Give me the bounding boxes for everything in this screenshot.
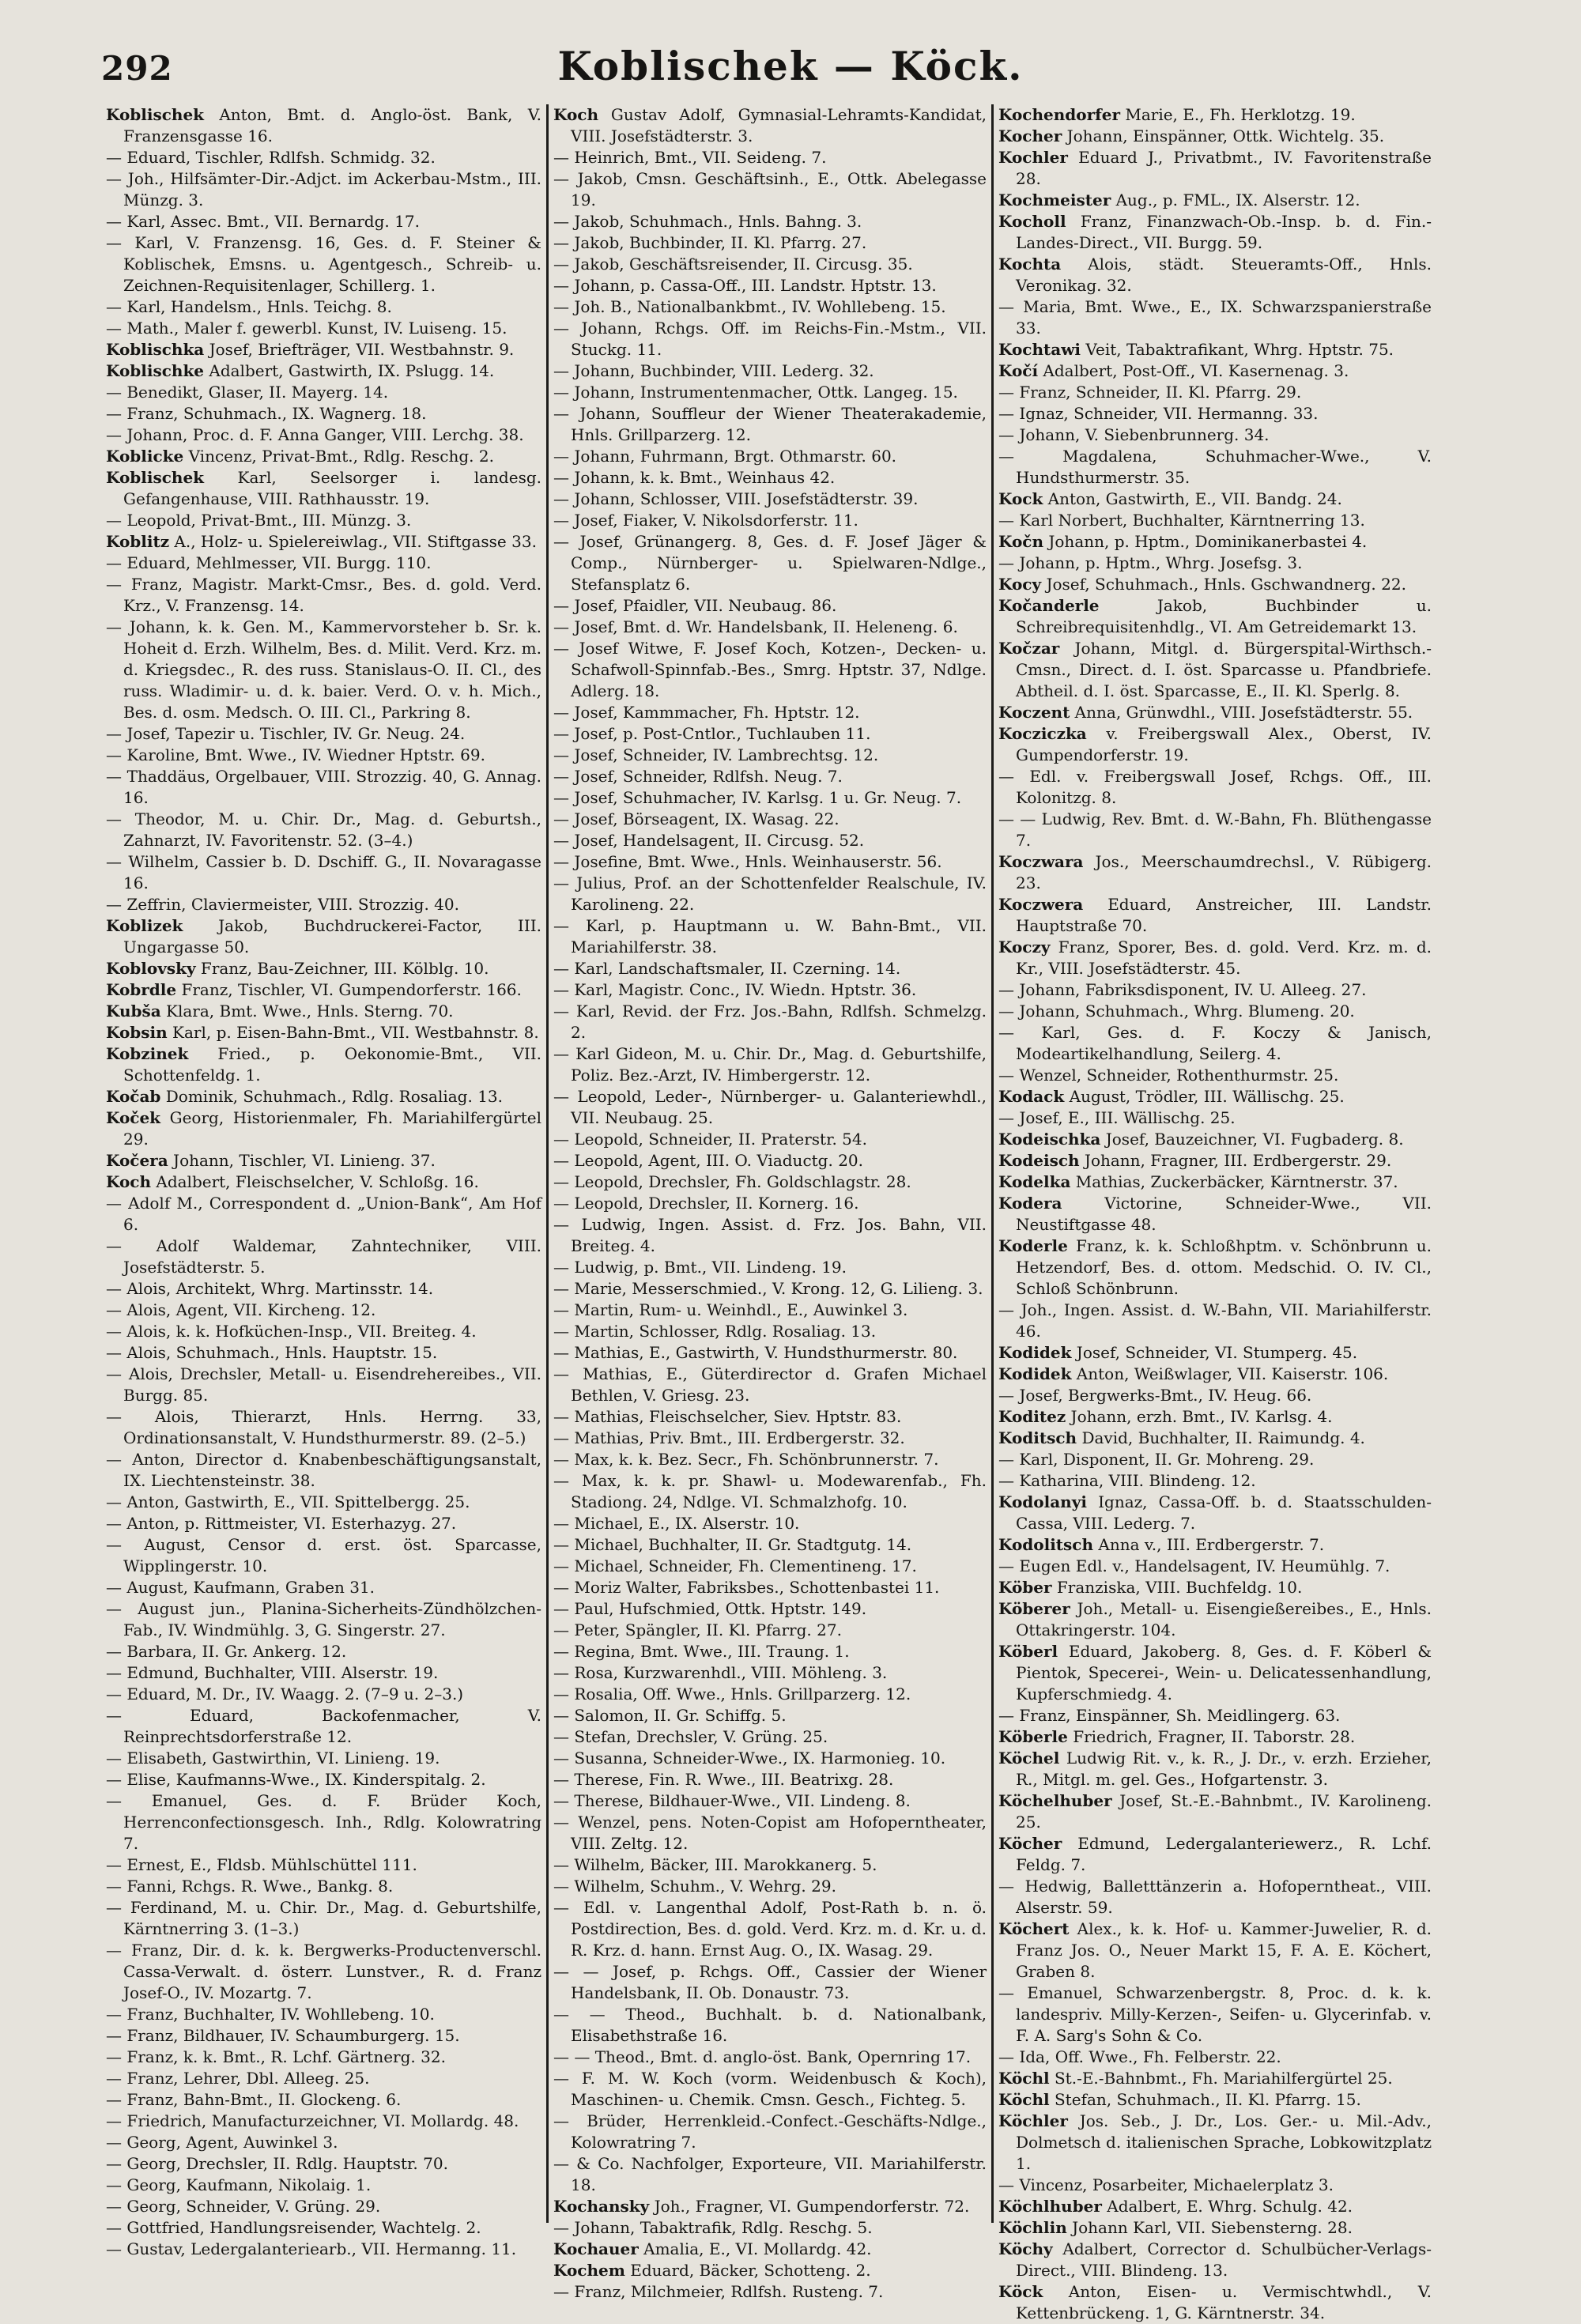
directory-entry: — Wilhelm, Cassier b. D. Dschiff. G., II. Novaragasse 16. [106,852,541,892]
directory-entry: — Maria, Bmt. Wwe., E., IX. Schwarzspanierstraße 33. [998,297,1432,338]
directory-entry: — Johann, p. Cassa-Off., III. Landstr. Hptstr. 13. [553,276,937,295]
directory-entry: — Thaddäus, Orgelbauer, VIII. Strozzig. 40, G. Annag. 16. [106,767,541,807]
directory-entry: Kocholl Franz, Finanzwach-Ob.-Insp. b. d. Fin.-Landes-Direct., VII. Burgg. 59. [998,212,1432,252]
directory-entry: — Anton, Gastwirth, E., VII. Spittelbergg. 25. [106,1492,470,1511]
directory-entry: — Karl, Assec. Bmt., VII. Bernardg. 17. [106,212,420,231]
directory-entry: — Josef, Schneider, IV. Lambrechtsg. 12. [553,745,879,764]
directory-entry: — Karl, Revid. der Frz. Jos.-Bahn, Rdlfsh. Schmelzg. 2. [553,1002,987,1042]
running-head: Koblischek — Köck. [557,43,1024,89]
column-left [101,104,546,2258]
directory-entry: Kočn Johann, p. Hptm., Dominikanerbastei 4. [998,532,1368,551]
directory-entry: — Karl, Disponent, II. Gr. Mohreng. 29. [998,1450,1315,1469]
directory-entry: Koditsch David, Buchhalter, II. Raimundg. 4. [998,1428,1365,1447]
directory-entry: — — Josef, p. Rchgs. Off., Cassier der Wiener Handelsbank, II. Ob. Donaustr. 73. [553,1962,987,2002]
directory-entry: — Leopold, Drechsler, Fh. Goldschlagstr. 28. [553,1172,911,1191]
directory-entry: — Karoline, Bmt. Wwe., IV. Wiedner Hptstr. 69. [106,745,485,764]
directory-entry: — Michael, E., IX. Alserstr. 10. [553,1514,800,1533]
directory-entry: Koczent Anna, Grünwdhl., VIII. Josefstädterstr. 55. [998,703,1413,722]
directory-entry: Kodeischka Josef, Bauzeichner, VI. Fugbaderg. 8. [998,1130,1404,1149]
directory-entry: — Johann, Fuhrmann, Brgt. Othmarstr. 60. [553,447,897,466]
directory-entry: — & Co. Nachfolger, Exporteure, VII. Mariahilferstr. 18. [553,2154,987,2194]
directory-entry: — Mathias, Fleischselcher, Siev. Hptstr. 83. [553,1407,902,1426]
directory-entry: — Franz, Schuhmach., IX. Wagnerg. 18. [106,404,427,423]
directory-entry: — Franz, Lehrer, Dbl. Alleeg. 25. [106,2069,370,2088]
directory-entry: — Math., Maler f. gewerbl. Kunst, IV. Luiseng. 15. [106,319,508,338]
directory-entry: Koczy Franz, Sporer, Bes. d. gold. Verd. Krz. m. d. Kr., VIII. Josefstädterstr. 45. [998,938,1432,978]
directory-entry: — Karl, Handelsm., Hnls. Teichg. 8. [106,297,392,316]
column-middle [546,104,991,2301]
directory-entry: — Johann, Tabaktrafik, Rdlg. Reschg. 5. [553,2218,873,2237]
directory-entry: — Jakob, Schuhmach., Hnls. Bahng. 3. [553,212,862,231]
directory-entry: — Josef, Fiaker, V. Nikolsdorferstr. 11. [553,511,858,530]
directory-entry: — Josef, Handelsagent, II. Circusg. 52. [553,831,865,850]
directory-entry: — Josef, Grünangerg. 8, Ges. d. F. Josef Jäger & Comp., Nürnberger- u. Spielwaren-Ndlge., Stefansplatz 6. [553,532,987,594]
directory-entry: — Franz, Milchmeier, Rdlfsh. Rusteng. 7. [553,2282,884,2301]
directory-entry: Kočera Johann, Tischler, VI. Linieng. 37. [106,1151,436,1170]
directory-entry: — Franz, Bildhauer, IV. Schaumburgerg. 15. [106,2026,460,2045]
directory-entry: Kock Anton, Gastwirth, E., VII. Bandg. 24. [998,489,1342,508]
column-right [991,104,1436,2322]
directory-entry: — Franz, Dir. d. k. k. Bergwerks-Productenverschl. Cassa-Verwalt. d. österr. Lunstver., R. d. Franz Josef-O., IV. Mozartg. 7. [106,1941,541,2002]
directory-entry: — Eugen Edl. v., Handelsagent, IV. Heumühlg. 7. [998,1556,1390,1575]
directory-entry: — Mathias, Priv. Bmt., III. Erdbergerstr. 32. [553,1428,905,1447]
directory-entry: — Karl, Landschaftsmaler, II. Czerning. 14. [553,959,901,978]
directory-entry: — Adolf Waldemar, Zahntechniker, VIII. Josefstädterstr. 5. [106,1236,541,1277]
directory-entry: — Magdalena, Schuhmacher-Wwe., V. Hundsthurmerstr. 35. [998,447,1432,487]
directory-entry: Köchl Stefan, Schuhmach., II. Kl. Pfarrg. 15. [998,2090,1361,2109]
directory-entry: — Jakob, Geschäftsreisender, II. Circusg. 35. [553,255,913,274]
directory-entry: — Anton, Director d. Knabenbeschäftigungsanstalt, IX. Liechtensteinstr. 38. [106,1450,541,1490]
directory-entry: — Alois, Architekt, Whrg. Martinsstr. 14. [106,1279,434,1298]
directory-entry: — Ernest, E., Fldsb. Mühlschüttel 111. [106,1855,417,1874]
directory-entry: — Franz, Magistr. Markt-Cmsr., Bes. d. gold. Verd. Krz., V. Franzensg. 14. [106,575,541,615]
directory-entry: — Franz, Bahn-Bmt., II. Glockeng. 6. [106,2090,402,2109]
directory-entry: — Johann, k. k. Bmt., Weinhaus 42. [553,468,836,487]
directory-entry: — Leopold, Leder-, Nürnberger- u. Galanteriewhdl., VII. Neubaug. 25. [553,1087,987,1127]
directory-entry: — Peter, Spängler, II. Kl. Pfarrg. 27. [553,1620,842,1639]
directory-entry: Kodera Victorine, Schneider-Wwe., VII. Neustiftgasse 48. [998,1194,1432,1234]
directory-entry: Kochauer Amalia, E., VI. Mollardg. 42. [553,2239,872,2258]
directory-entry: — Georg, Drechsler, II. Rdlg. Hauptstr. 70. [106,2154,448,2173]
directory-entry: — Jakob, Cmsn. Geschäftsinh., E., Ottk. Abelegasse 19. [553,169,987,209]
directory-entry: — Georg, Agent, Auwinkel 3. [106,2133,338,2152]
directory-entry: — Karl Gideon, M. u. Chir. Dr., Mag. d. Geburtshilfe, Poliz. Bez.-Arzt, IV. Himbergerstr. 12. [553,1044,987,1085]
directory-entry: — Emanuel, Ges. d. F. Brüder Koch, Herrenconfectionsgesch. Inh., Rdlg. Kolowratring 7. [106,1791,541,1853]
directory-entry: Kocziczka v. Freibergswall Alex., Oberst, IV. Gumpendorferstr. 19. [998,724,1432,764]
directory-entry: — Josef, p. Post-Cntlor., Tuchlauben 11. [553,724,871,743]
directory-entry: — Alois, Thierarzt, Hnls. Herrng. 33, Ordinationsanstalt, V. Hundsthurmerstr. 89. (2–5.) [106,1407,541,1447]
directory-entry: — Johann, Buchbinder, VIII. Lederg. 32. [553,361,874,380]
directory-entry: — — Theod., Buchhalt. b. d. Nationalbank, Elisabethstraße 16. [553,2005,987,2045]
directory-entry: Köchelhuber Josef, St.-E.-Bahnbmt., IV. Karolineng. 25. [998,1791,1432,1832]
directory-entry: Kočí Adalbert, Post-Off., VI. Kasernenag. 3. [998,361,1349,380]
directory-entry: — Joh., Ingen. Assist. d. W.-Bahn, VII. Mariahilferstr. 46. [998,1300,1432,1341]
directory-entry: Koblischek Karl, Seelsorger i. landesg. Gefangenhause, VIII. Rathhausstr. 19. [106,468,541,508]
directory-entry: — Leopold, Schneider, II. Praterstr. 54. [553,1130,867,1149]
directory-entry: Köchl St.-E.-Bahnbmt., Fh. Mariahilfergürtel 25. [998,2069,1393,2088]
directory-entry: Kočab Dominik, Schuhmach., Rdlg. Rosaliag. 13. [106,1087,504,1106]
directory-entry: — Ludwig, p. Bmt., VII. Lindeng. 19. [553,1258,847,1277]
directory-entry: — Johann, Fabriksdisponent, IV. U. Alleeg. 27. [998,980,1367,999]
directory-entry: — Franz, Einspänner, Sh. Meidlingerg. 63. [998,1706,1341,1725]
directory-entry: — Josef, Börseagent, IX. Wasag. 22. [553,809,840,828]
directory-entry: — Franz, Schneider, II. Kl. Pfarrg. 29. [998,383,1302,402]
directory-entry: Kochler Eduard J., Privatbmt., IV. Favoritenstraße 28. [998,148,1432,188]
directory-entry: — Therese, Bildhauer-Wwe., VII. Lindeng. 8. [553,1791,911,1810]
directory-entry: Koblischke Adalbert, Gastwirth, IX. Pslugg. 14. [106,361,495,380]
directory-entry: Kochmeister Aug., p. FML., IX. Alserstr. 12. [998,191,1360,209]
directory-entry: — Katharina, VIII. Blindeng. 12. [998,1471,1256,1490]
directory-entry: Kobsin Karl, p. Eisen-Bahn-Bmt., VII. Westbahnstr. 8. [106,1023,539,1042]
directory-entry: — Franz, Buchhalter, IV. Wohllebeng. 10. [106,2005,435,2024]
directory-entry: — Johann, Souffleur der Wiener Theaterakademie, Hnls. Grillparzerg. 12. [553,404,987,444]
directory-entry: — Josef, Schneider, Rdlfsh. Neug. 7. [553,767,843,786]
directory-entry: Kodeisch Johann, Fragner, III. Erdbergerstr. 29. [998,1151,1392,1170]
directory-entry: Koditez Johann, erzh. Bmt., IV. Karlsg. 4. [998,1407,1333,1426]
directory-entry: Koblischka Josef, Briefträger, VII. Westbahnstr. 9. [106,340,515,359]
directory-entry: — Alois, Drechsler, Metall- u. Eisendrehereibes., VII. Burgg. 85. [106,1364,541,1405]
directory-entry: — Karl, p. Hauptmann u. W. Bahn-Bmt., VII. Mariahilferstr. 38. [553,916,987,956]
directory-entry: — — Theod., Bmt. d. anglo-öst. Bank, Opernring 17. [553,2047,972,2066]
directory-entry: — Leopold, Privat-Bmt., III. Münzg. 3. [106,511,412,530]
directory-entry: Köberl Eduard, Jakoberg. 8, Ges. d. F. Köberl & Pientok, Specerei-, Wein- u. Delicatessenhandlung, Kupferschmiedg. 4. [998,1642,1432,1703]
directory-entry: — Josef, Kammmacher, Fh. Hptstr. 12. [553,703,860,722]
directory-entry: Koblischek Anton, Bmt. d. Anglo-öst. Bank, V. Franzensgasse 16. [106,105,541,145]
directory-entry: Koblizek Jakob, Buchdruckerei-Factor, III. Ungargasse 50. [106,916,541,956]
directory-entry: — Johann, Rchgs. Off. im Reichs-Fin.-Mstm., VII. Stuckg. 11. [553,319,987,359]
directory-entry: — Elisabeth, Gastwirthin, VI. Linieng. 19. [106,1749,440,1768]
directory-entry: — Georg, Kaufmann, Nikolaig. 1. [106,2175,372,2194]
directory-entry: — Michael, Schneider, Fh. Clementineng. 17. [553,1556,917,1575]
directory-entry: Koblicke Vincenz, Privat-Bmt., Rdlg. Reschg. 2. [106,447,494,466]
directory-entry: — Zeffrin, Claviermeister, VIII. Strozzig. 40. [106,895,459,914]
directory-entry: — Eduard, Backofenmacher, V. Reinprechtsdorferstraße 12. [106,1706,541,1746]
directory-entry: — August jun., Planina-Sicherheits-Zündhölzchen-Fab., IV. Windmühlg. 3, G. Singerstr. 27. [106,1599,541,1639]
directory-entry: Köchy Adalbert, Corrector d. Schulbücher-Verlags-Direct., VIII. Blindeng. 13. [998,2239,1432,2280]
directory-entry: Kochtawi Veit, Tabaktrafikant, Whrg. Hptstr. 75. [998,340,1394,359]
directory-entry: Köchel Ludwig Rit. v., k. R., J. Dr., v. erzh. Erzieher, R., Mitgl. m. gel. Ges., Hofgartenstr. 3. [998,1749,1432,1789]
directory-entry: — Susanna, Schneider-Wwe., IX. Harmonieg. 10. [553,1749,946,1768]
directory-entry: — Johann, Schlosser, VIII. Josefstädterstr. 39. [553,489,919,508]
directory-entry: — Mathias, E., Güterdirector d. Grafen Michael Bethlen, V. Griesg. 23. [553,1364,987,1405]
directory-entry: Kobzinek Fried., p. Oekonomie-Bmt., VII. Schottenfeldg. 1. [106,1044,541,1085]
directory-entry: — Leopold, Drechsler, II. Kornerg. 16. [553,1194,859,1213]
directory-entry: Kochendorfer Marie, E., Fh. Herklotzg. 19. [998,105,1356,124]
directory-entry: Köchlhuber Adalbert, E. Whrg. Schulg. 42. [998,2197,1353,2216]
directory-entry: — Josef Witwe, F. Josef Koch, Kotzen-, Decken- u. Schafwoll-Spinnfab.-Bes., Smrg. Hptstr. 37, Ndlge. Adlerg. 18. [553,639,987,700]
directory-entry: Köber Franziska, VIII. Buchfeldg. 10. [998,1578,1303,1597]
page-number: 292 [101,49,173,88]
directory-entry: — Max, k. k. Bez. Secr., Fh. Schönbrunnerstr. 7. [553,1450,939,1469]
directory-entry: — Josef, Tapezir u. Tischler, IV. Gr. Neug. 24. [106,724,466,743]
directory-entry: — Edmund, Buchhalter, VIII. Alserstr. 19. [106,1663,439,1682]
directory-entry: — Edl. v. Freibergswall Josef, Rchgs. Off., III. Kolonitzg. 8. [998,767,1432,807]
directory-entry: Kubša Klara, Bmt. Wwe., Hnls. Sterng. 70. [106,1002,454,1021]
directory-entry: — Joh. B., Nationalbankbmt., IV. Wohllebeng. 15. [553,297,946,316]
directory-entry: — Vincenz, Posarbeiter, Michaelerplatz 3. [998,2175,1334,2194]
directory-entry: — Karl, V. Franzensg. 16, Ges. d. F. Steiner & Koblischek, Emsns. u. Agentgesch., Schreib- u. Zeichnen-Requisitenlager, Schillerg. 1. [106,233,541,295]
directory-entry: — Elise, Kaufmanns-Wwe., IX. Kinderspitalg. 2. [106,1770,486,1789]
directory-entry: Köchler Jos. Seb., J. Dr., Los. Ger.- u. Mil.-Adv., Dolmetsch d. italienischen Sprache, Lobkowitzplatz 1. [998,2111,1432,2173]
directory-entry: — Johann, Schuhmach., Whrg. Blumeng. 20. [998,1002,1355,1021]
directory-entry: Köberle Friedrich, Fragner, II. Taborstr. 28. [998,1727,1356,1746]
directory-entry: Köberer Joh., Metall- u. Eisengießereibes., E., Hnls. Ottakringerstr. 104. [998,1599,1432,1639]
directory-entry: — Marie, Messerschmied., V. Krong. 12, G. Lilieng. 3. [553,1279,983,1298]
directory-entry: — Martin, Schlosser, Rdlg. Rosaliag. 13. [553,1322,877,1341]
directory-entry: Koblovsky Franz, Bau-Zeichner, III. Kölblg. 10. [106,959,489,978]
directory-entry: Kodolanyi Ignaz, Cassa-Off. b. d. Staatsschulden-Cassa, VIII. Lederg. 7. [998,1492,1432,1533]
directory-entry: Kodelka Mathias, Zuckerbäcker, Kärntnerstr. 37. [998,1172,1398,1191]
directory-entry: Köck Anton, Eisen- u. Vermischtwhdl., V. Kettenbrückeng. 1, G. Kärntnerstr. 34. [998,2282,1432,2322]
directory-entry: Kočanderle Jakob, Buchbinder u. Schreibrequisitenhdlg., VI. Am Getreidemarkt 13. [998,596,1432,636]
directory-entry: — Josef, Pfaidler, VII. Neubaug. 86. [553,596,837,615]
directory-entry: — Alois, Agent, VII. Kircheng. 12. [106,1300,376,1319]
directory-entry: — Gustav, Ledergalanteriearb., VII. Hermanng. 11. [106,2239,517,2258]
directory-entry: Kobrdle Franz, Tischler, VI. Gumpendorferstr. 166. [106,980,522,999]
directory-entry: Koch Adalbert, Fleischselcher, V. Schloßg. 16. [106,1172,479,1191]
directory-entry: Kochansky Joh., Fragner, VI. Gumpendorferstr. 72. [553,2197,970,2216]
directory-entry: — — Ludwig, Rev. Bmt. d. W.-Bahn, Fh. Blüthengasse 7. [998,809,1432,850]
directory-entry: — Alois, k. k. Hofküchen-Insp., VII. Breiteg. 4. [106,1322,477,1341]
directory-entry: — Ferdinand, M. u. Chir. Dr., Mag. d. Geburtshilfe, Kärntnerring 3. (1–3.) [106,1898,541,1938]
directory-entry: — Martin, Rum- u. Weinhdl., E., Auwinkel 3. [553,1300,908,1319]
directory-entry: — Josef, Schuhmacher, IV. Karlsg. 1 u. Gr. Neug. 7. [553,788,962,807]
directory-entry: — F. M. W. Koch (vorm. Weidenbusch & Koch), Maschinen- u. Chemik. Cmsn. Gesch., Fichteg. 5. [553,2069,987,2109]
directory-entry: — Barbara, II. Gr. Ankerg. 12. [106,1642,347,1661]
directory-entry: — Mathias, E., Gastwirth, V. Hundsthurmerstr. 80. [553,1343,958,1362]
directory-entry: — Karl, Ges. d. F. Koczy & Janisch, Modeartikelhandlung, Seilerg. 4. [998,1023,1432,1063]
directory-entry: — Ludwig, Ingen. Assist. d. Frz. Jos. Bahn, VII. Breiteg. 4. [553,1215,987,1255]
entry-columns [101,104,1437,2322]
directory-entry: — Karl, Magistr. Conc., IV. Wiedn. Hptstr. 36. [553,980,917,999]
directory-entry: — Michael, Buchhalter, II. Gr. Stadtgutg. 14. [553,1535,912,1554]
directory-entry: — August, Censor d. erst. öst. Sparcasse, Wipplingerstr. 10. [106,1535,541,1575]
directory-entry: — Benedikt, Glaser, II. Mayerg. 14. [106,383,389,402]
directory-entry: — Johann, Proc. d. F. Anna Ganger, VIII. Lerchg. 38. [106,425,524,444]
directory-entry: — Salomon, II. Gr. Schiffg. 5. [553,1706,787,1725]
directory-entry: — Wenzel, pens. Noten-Copist am Hofoperntheater, VIII. Zeltg. 12. [553,1813,987,1853]
directory-entry: — Josef, Bergwerks-Bmt., IV. Heug. 66. [998,1386,1312,1405]
directory-entry: — Josef, Bmt. d. Wr. Handelsbank, II. Heleneng. 6. [553,617,958,636]
directory-entry: Koch Gustav Adolf, Gymnasial-Lehramts-Kandidat, VIII. Josefstädterstr. 3. [553,105,987,145]
directory-entry: — Max, k. k. pr. Shawl- u. Modewarenfab., Fh. Stadiong. 24, Ndlge. VI. Schmalzhofg. 10. [553,1471,987,1511]
directory-entry: Kodack August, Trödler, III. Wällischg. 25. [998,1087,1345,1106]
directory-entry: Koček Georg, Historienmaler, Fh. Mariahilfergürtel 29. [106,1108,541,1149]
directory-entry: — Theodor, M. u. Chir. Dr., Mag. d. Geburtsh., Zahnarzt, IV. Favoritenstr. 52. (3–4.) [106,809,541,850]
directory-entry: Koczwara Jos., Meerschaumdrechsl., V. Rübigerg. 23. [998,852,1432,892]
directory-entry: — Stefan, Drechsler, V. Grüng. 25. [553,1727,828,1746]
directory-entry: — Wilhelm, Bäcker, III. Marokkanerg. 5. [553,1855,877,1874]
directory-entry: — Johann, V. Siebenbrunnerg. 34. [998,425,1270,444]
directory-entry: — Georg, Schneider, V. Grüng. 29. [106,2197,381,2216]
directory-entry: — Joh., Hilfsämter-Dir.-Adjct. im Ackerbau-Mstm., III. Münzg. 3. [106,169,541,209]
directory-entry: — Eduard, Tischler, Rdlfsh. Schmidg. 32. [106,148,436,167]
directory-entry: — Rosa, Kurzwarenhdl., VIII. Möhleng. 3. [553,1663,888,1682]
directory-entry: — Eduard, Mehlmesser, VII. Burgg. 110. [106,553,432,572]
directory-entry: — Johann, k. k. Gen. M., Kammervorsteher b. Sr. k. Hoheit d. Erzh. Wilhelm, Bes. d. Milit. Verd. Krz. m. d. Kriegsdec., R. des russ. Stanislaus-O. II. Cl., des russ. Wladimir- u. d. k. baier. Verd. O. v. h. Mich., Bes. d. osm. Medsch. O. III. Cl., Parkring 8. [106,617,541,722]
directory-entry: Kočzar Johann, Mitgl. d. Bürgerspital-Wirthsch.-Cmsn., Direct. d. I. öst. Sparcasse u. Pfandbriefe. Abtheil. d. I. öst. Sparcasse, E., II. Kl. Sperlg. 8. [998,639,1432,700]
directory-entry: Köchert Alex., k. k. Hof- u. Kammer-Juwelier, R. d. Franz Jos. O., Neuer Markt 15, F. A. E. Köchert, Graben 8. [998,1919,1432,1981]
directory-entry: — Therese, Fin. R. Wwe., III. Beatrixg. 28. [553,1770,894,1789]
directory-entry: — Johann, p. Hptm., Whrg. Josefsg. 3. [998,553,1303,572]
directory-entry: — Wilhelm, Schuhm., V. Wehrg. 29. [553,1877,836,1896]
directory-entry: — Eduard, M. Dr., IV. Waagg. 2. (7–9 u. 2–3.) [106,1685,464,1703]
directory-entry: Kochem Eduard, Bäcker, Schotteng. 2. [553,2261,871,2280]
directory-entry: — Josef, E., III. Wällischg. 25. [998,1108,1236,1127]
directory-entry: — August, Kaufmann, Graben 31. [106,1578,375,1597]
directory-entry: — Paul, Hufschmied, Ottk. Hptstr. 149. [553,1599,867,1618]
directory-entry: Kodolitsch Anna v., III. Erdbergerstr. 7. [998,1535,1325,1554]
directory-entry: — Josefine, Bmt. Wwe., Hnls. Weinhauserstr. 56. [553,852,942,871]
directory-entry: — Johann, Instrumentenmacher, Ottk. Langeg. 15. [553,383,958,402]
directory-entry: — Edl. v. Langenthal Adolf, Post-Rath b. n. ö. Postdirection, Bes. d. gold. Verd. Krz. m. d. Kr. u. d. R. Krz. d. hann. Ernst Aug. O., IX. Wasag. 29. [553,1898,987,1960]
directory-entry: — Brüder, Herrenkleid.-Confect.-Geschäfts-Ndlge., Kolowratring 7. [553,2111,987,2152]
directory-entry: Kodidek Anton, Weißwlager, VII. Kaiserstr. 106. [998,1364,1389,1383]
directory-entry: — Rosalia, Off. Wwe., Hnls. Grillparzerg. 12. [553,1685,911,1703]
directory-entry: Koderle Franz, k. k. Schloßhptm. v. Schönbrunn u. Hetzendorf, Bes. d. ottom. Medschid. O. IV. Cl., Schloß Schönbrunn. [998,1236,1432,1298]
directory-entry: — Ignaz, Schneider, VII. Hermanng. 33. [998,404,1319,423]
directory-entry: — Fanni, Rchgs. R. Wwe., Bankg. 8. [106,1877,394,1896]
directory-entry: — Wenzel, Schneider, Rothenthurmstr. 25. [998,1066,1339,1085]
directory-entry: — Adolf M., Correspondent d. „Union-Bank“, Am Hof 6. [106,1194,541,1234]
directory-entry: Köcher Edmund, Ledergalanteriewerz., R. Lchf. Feldg. 7. [998,1834,1432,1874]
directory-entry: — Hedwig, Balletttänzerin a. Hofoperntheat., VIII. Alserstr. 59. [998,1877,1432,1917]
directory-entry: — Regina, Bmt. Wwe., III. Traung. 1. [553,1642,850,1661]
directory-entry: — Alois, Schuhmach., Hnls. Hauptstr. 15. [106,1343,438,1362]
directory-entry: Koblitz A., Holz- u. Spielereiwlag., VII. Stiftgasse 33. [106,532,537,551]
directory-entry: — Franz, k. k. Bmt., R. Lchf. Gärtnerg. 32. [106,2047,446,2066]
directory-entry: — Heinrich, Bmt., VII. Seideng. 7. [553,148,827,167]
directory-entry: — Ida, Off. Wwe., Fh. Felberstr. 22. [998,2047,1281,2066]
directory-entry: Kochta Alois, städt. Steueramts-Off., Hnls. Veronikag. 32. [998,255,1432,295]
directory-entry: — Friedrich, Manufacturzeichner, VI. Mollardg. 48. [106,2111,519,2130]
directory-entry: — Leopold, Agent, III. O. Viaductg. 20. [553,1151,864,1170]
directory-entry: Köchlin Johann Karl, VII. Siebensterng. 28. [998,2218,1353,2237]
directory-entry: Kodidek Josef, Schneider, VI. Stumperg. 45. [998,1343,1358,1362]
directory-entry: Koczwera Eduard, Anstreicher, III. Landstr. Hauptstraße 70. [998,895,1432,935]
directory-entry: — Julius, Prof. an der Schottenfelder Realschule, IV. Karolineng. 22. [553,873,987,914]
directory-entry: — Jakob, Buchbinder, II. Kl. Pfarrg. 27. [553,233,867,252]
directory-entry: — Karl Norbert, Buchhalter, Kärntnerring 13. [998,511,1365,530]
directory-entry: Kocher Johann, Einspänner, Ottk. Wichtelg. 35. [998,126,1385,145]
directory-entry: — Gottfried, Handlungsreisender, Wachtelg. 2. [106,2218,481,2237]
directory-entry: — Moriz Walter, Fabriksbes., Schottenbastei 11. [553,1578,940,1597]
directory-entry: — Anton, p. Rittmeister, VI. Esterhazyg. 27. [106,1514,457,1533]
directory-entry: Kocy Josef, Schuhmach., Hnls. Gschwandnerg. 22. [998,575,1406,594]
directory-entry: — Emanuel, Schwarzenbergstr. 8, Proc. d. k. k. landespriv. Milly-Kerzen-, Seifen- u. Glycerinfab. v. F. A. Sarg's Sohn & Co. [998,1983,1432,2045]
